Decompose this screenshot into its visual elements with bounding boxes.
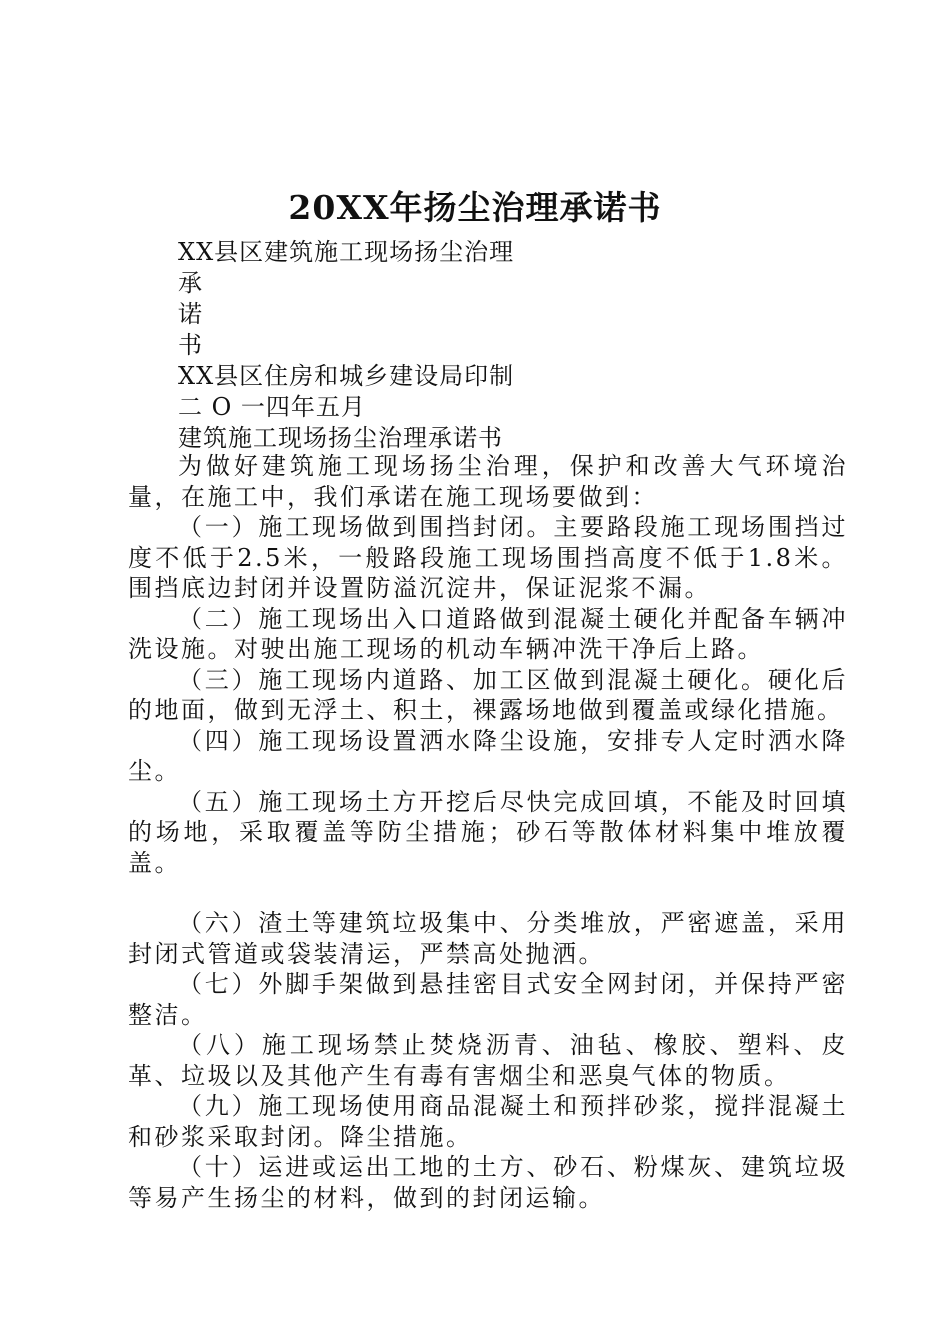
cover-line-issuer: XX县区住房和城乡建设局印制 — [178, 362, 515, 390]
item-paragraph-2: （二）施工现场出入口道路做到混凝土硬化并配备车辆冲洗设施。对驶出施工现场的机动车辆冲洗干净后上路。 — [128, 604, 848, 663]
item-paragraph-6: （六）渣土等建筑垃圾集中、分类堆放，严密遮盖，采用封闭式管道或袋装清运，严禁高处抛洒。 — [128, 909, 848, 968]
item-paragraph-3: （三）施工现场内道路、加工区做到混凝土硬化。硬化后的地面，做到无浮土、积土，裸露场地做到覆盖或绿化措施。 — [128, 665, 848, 724]
intro-paragraph: 为做好建筑施工现场扬尘治理，保护和改善大气环境治量，在施工中，我们承诺在施工现场要做到： — [128, 452, 848, 511]
cover-line-county-title: XX县区建筑施工现场扬尘治理 — [178, 238, 515, 266]
item-paragraph-9: （九）施工现场使用商品混凝土和预拌砂浆，搅拌混凝土和砂浆采取封闭。降尘措施。 — [128, 1092, 848, 1151]
cover-line-cheng: 承 — [178, 269, 203, 297]
item-paragraph-4: （四）施工现场设置洒水降尘设施，安排专人定时洒水降尘。 — [128, 726, 848, 785]
item-paragraph-1: （一）施工现场做到围挡封闭。主要路段施工现场围挡过度不低于2.5米，一般路段施工现场围挡高度不低于1.8米。围挡底边封闭并设置防溢沉淀井，保证泥浆不漏。 — [128, 513, 848, 602]
cover-line-subtitle: 建筑施工现场扬尘治理承诺书 — [178, 424, 503, 452]
cover-line-date: 二 O 一四年五月 — [178, 393, 366, 421]
item-paragraph-10: （十）运进或运出工地的土方、砂石、粉煤灰、建筑垃圾等易产生扬尘的材料，做到的封闭运输。 — [128, 1153, 848, 1212]
item-paragraph-5: （五）施工现场土方开挖后尽快完成回填，不能及时回填的场地，采取覆盖等防尘措施；砂石等散体材料集中堆放覆盖。 — [128, 787, 848, 877]
item-paragraph-7: （七）外脚手架做到悬挂密目式安全网封闭，并保持严密整洁。 — [128, 970, 848, 1029]
cover-line-shu: 书 — [178, 331, 203, 359]
cover-lines — [178, 237, 828, 454]
document-title: 20XX年扬尘治理承诺书 — [288, 188, 662, 227]
cover-line-nuo: 诺 — [178, 300, 203, 328]
document-body — [128, 451, 848, 1213]
item-paragraph-8: （八）施工现场禁止焚烧沥青、油毡、橡胶、塑料、皮革、垃圾以及其他产生有毒有害烟尘和恶臭气体的物质。 — [128, 1031, 848, 1090]
